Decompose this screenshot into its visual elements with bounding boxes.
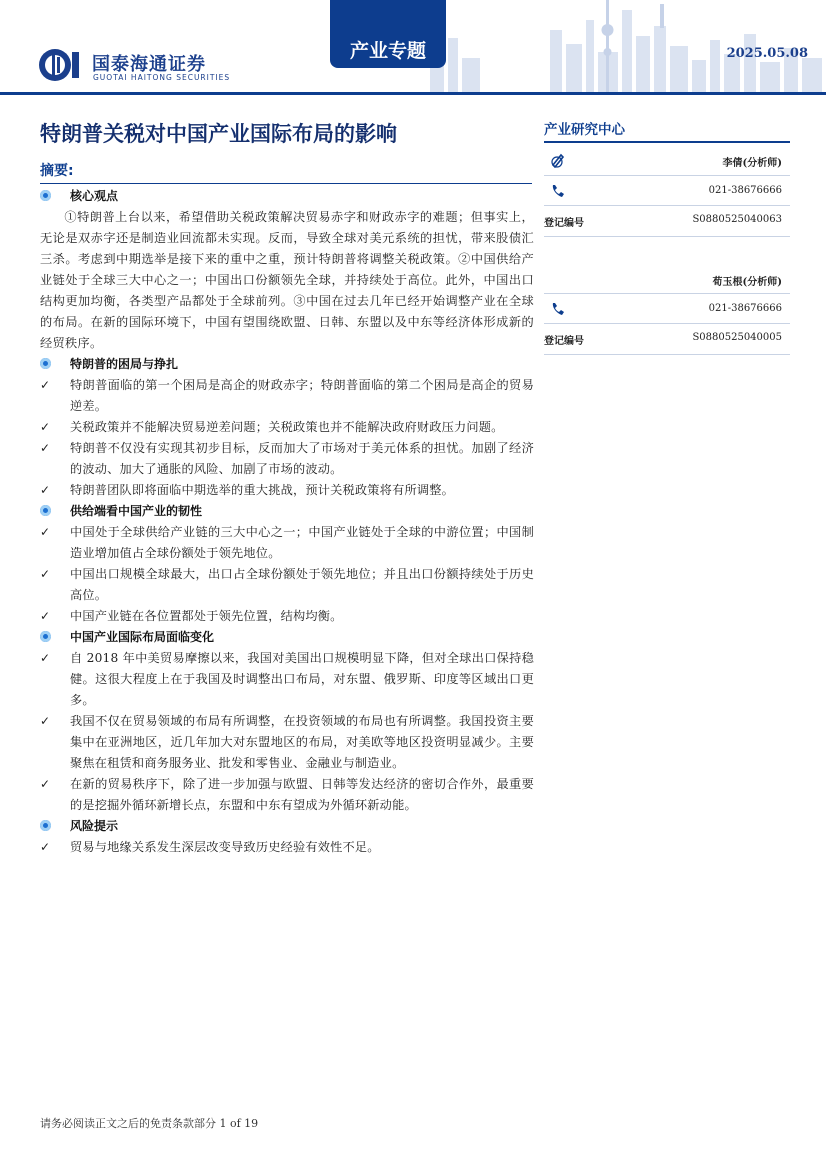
analyst2-name-row [544,265,782,293]
list-item [40,438,534,480]
analyst1-reg-no: S0880525040063 [692,214,782,225]
analyst1-phone: 021-38676666 [708,185,782,196]
abstract-label: 摘要: [40,163,74,179]
analyst2-phone-row [544,295,782,323]
section-heading-text: 风险提示 [70,819,119,833]
sidebar-title: 产业研究中心 [544,122,625,138]
analyst2-reg-row [544,324,782,352]
analyst2-phone: 021-38676666 [708,303,782,314]
check-icon: ✓ [40,609,51,623]
list-item-text: 在新的贸易秩序下，除了进一步加强与欧盟、日韩等发达经济的密切合作外，最重要的是挖掘外循环新增长点，东盟和中东有望成为外循环新动能。 [70,777,534,812]
list-item [40,522,534,564]
header [0,0,826,96]
analyst1-name: 李倩(分析师) [722,158,782,169]
list-item [40,375,534,417]
section-heading-layout [40,627,534,648]
report-type-label: 产业专题 [349,40,426,62]
list-item-text: 自 2018 年中美贸易摩擦以来，我国对美国出口规模明显下降，但对全球出口保持稳健。这很大程度上在于我国及时调整出口布局，对东盟、俄罗斯、印度等区域出口更多。 [70,651,534,707]
section-heading-text: 特朗普的困局与挣扎 [70,357,179,371]
list-item-text: 中国产业链在各位置都处于领先位置，结构均衡。 [70,609,343,623]
section-heading-risk [40,816,534,837]
section-heading-text: 核心观点 [70,189,119,203]
pen-icon [550,152,566,168]
analyst2-name: 荀玉根(分析师) [712,277,782,288]
section-bullet-icon [40,631,51,642]
phone-icon [550,301,566,317]
analyst1-name-row [544,146,782,174]
section-heading-core [40,186,534,207]
brand-name-english: GUOTAI HAITONG SECURITIES [93,73,231,82]
list-item-text: 贸易与地缘关系发生深层改变导致历史经验有效性不足。 [70,840,380,854]
check-icon: ✓ [40,378,51,392]
section-bullet-icon [40,190,51,201]
sidebar-separator [544,236,790,237]
list-item [40,606,534,627]
check-icon: ✓ [40,420,51,434]
section-heading-text: 供给端看中国产业的韧性 [70,504,203,518]
footer-disclaimer: 请务必阅读正文之后的免责条款部分 1 of 19 [40,1117,259,1130]
report-type-tab [330,0,446,68]
section-heading-trump [40,354,534,375]
abstract-divider [40,183,532,184]
phone-icon [550,183,566,199]
check-icon: ✓ [40,525,51,539]
header-divider [0,92,826,95]
list-item [40,711,534,774]
company-logo-icon [38,48,82,82]
sidebar-divider [544,141,790,143]
analyst2-reg-no: S0880525040005 [692,332,782,343]
list-item [40,837,534,858]
sidebar-separator [544,354,790,355]
list-item-text: 关税政策并不能解决贸易逆差问题；关税政策也并不能解决政府财政压力问题。 [70,420,504,434]
check-icon: ✓ [40,441,51,455]
page-title: 特朗普关税对中国产业国际布局的影响 [40,122,397,146]
sidebar-separator [544,293,790,294]
section-bullet-icon [40,505,51,516]
brand-name: 国泰海通证券 [92,54,206,75]
list-item [40,480,534,501]
check-icon: ✓ [40,567,51,581]
check-icon: ✓ [40,483,51,497]
list-item [40,774,534,816]
list-item-text: 中国出口规模全球最大，出口占全球份额处于领先地位；并且出口份额持续处于历史高位。 [70,567,534,602]
list-item-text: 特朗普面临的第一个困局是高企的财政赤字；特朗普面临的第二个困局是高企的贸易逆差。 [70,378,534,413]
check-icon: ✓ [40,840,51,854]
report-date: 2025.05.08 [726,46,808,61]
sidebar-separator [544,175,790,176]
analyst1-reg-label: 登记编号 [544,218,584,229]
core-paragraph: ①特朗普上台以来，希望借助关税政策解决贸易赤字和财政赤字的难题；但事实上，无论是双赤字还是制造业回流都未实现。反而，导致全球对美元系统的担忧，带来股债汇三杀。考虑到中期选举是接下来的重中之重，预计特朗普将调整关税政策。②中国供给产业链处于全球三大中心之一；中国出口份额领先全球，并持续处于高位。此外，中国出口结构更加均衡，各类型产品都处于全球前列。③中国在过去几年已经开始调整产业在全球的布局。在新的国际环境下，中国有望围绕欧盟、日韩、东盟以及中东等经济体形成新的经贸秩序。 [40,210,534,350]
analyst1-reg-row [544,206,782,234]
analyst1-phone-row [544,177,782,205]
list-item-text: 我国不仅在贸易领域的布局有所调整，在投资领域的布局也有所调整。我国投资主要集中在亚洲地区，近几年加大对东盟地区的布局，对美欧等地区投资明显减少。主要聚焦在租赁和商务服务业、批发和零售业、金融业与制造业。 [70,714,534,770]
list-item [40,564,534,606]
check-icon: ✓ [40,714,51,728]
list-item-text: 特朗普不仅没有实现其初步目标，反而加大了市场对于美元体系的担忧。加剧了经济的波动、加大了通胀的风险、加剧了市场的波动。 [70,441,534,476]
section-heading-text: 中国产业国际布局面临变化 [70,630,215,644]
section-bullet-icon [40,358,51,369]
section-bullet-icon [40,820,51,831]
check-icon: ✓ [40,651,51,665]
list-item [40,417,534,438]
list-item-text: 特朗普团队即将面临中期选举的重大挑战，预计关税政策将有所调整。 [70,483,455,497]
abstract-content [40,186,534,858]
list-item-text: 中国处于全球供给产业链的三大中心之一；中国产业链处于全球的中游位置；中国制造业增加值占全球份额处于领先地位。 [70,525,534,560]
check-icon: ✓ [40,777,51,791]
section-heading-supply [40,501,534,522]
analyst2-reg-label: 登记编号 [544,336,584,347]
list-item [40,648,534,711]
